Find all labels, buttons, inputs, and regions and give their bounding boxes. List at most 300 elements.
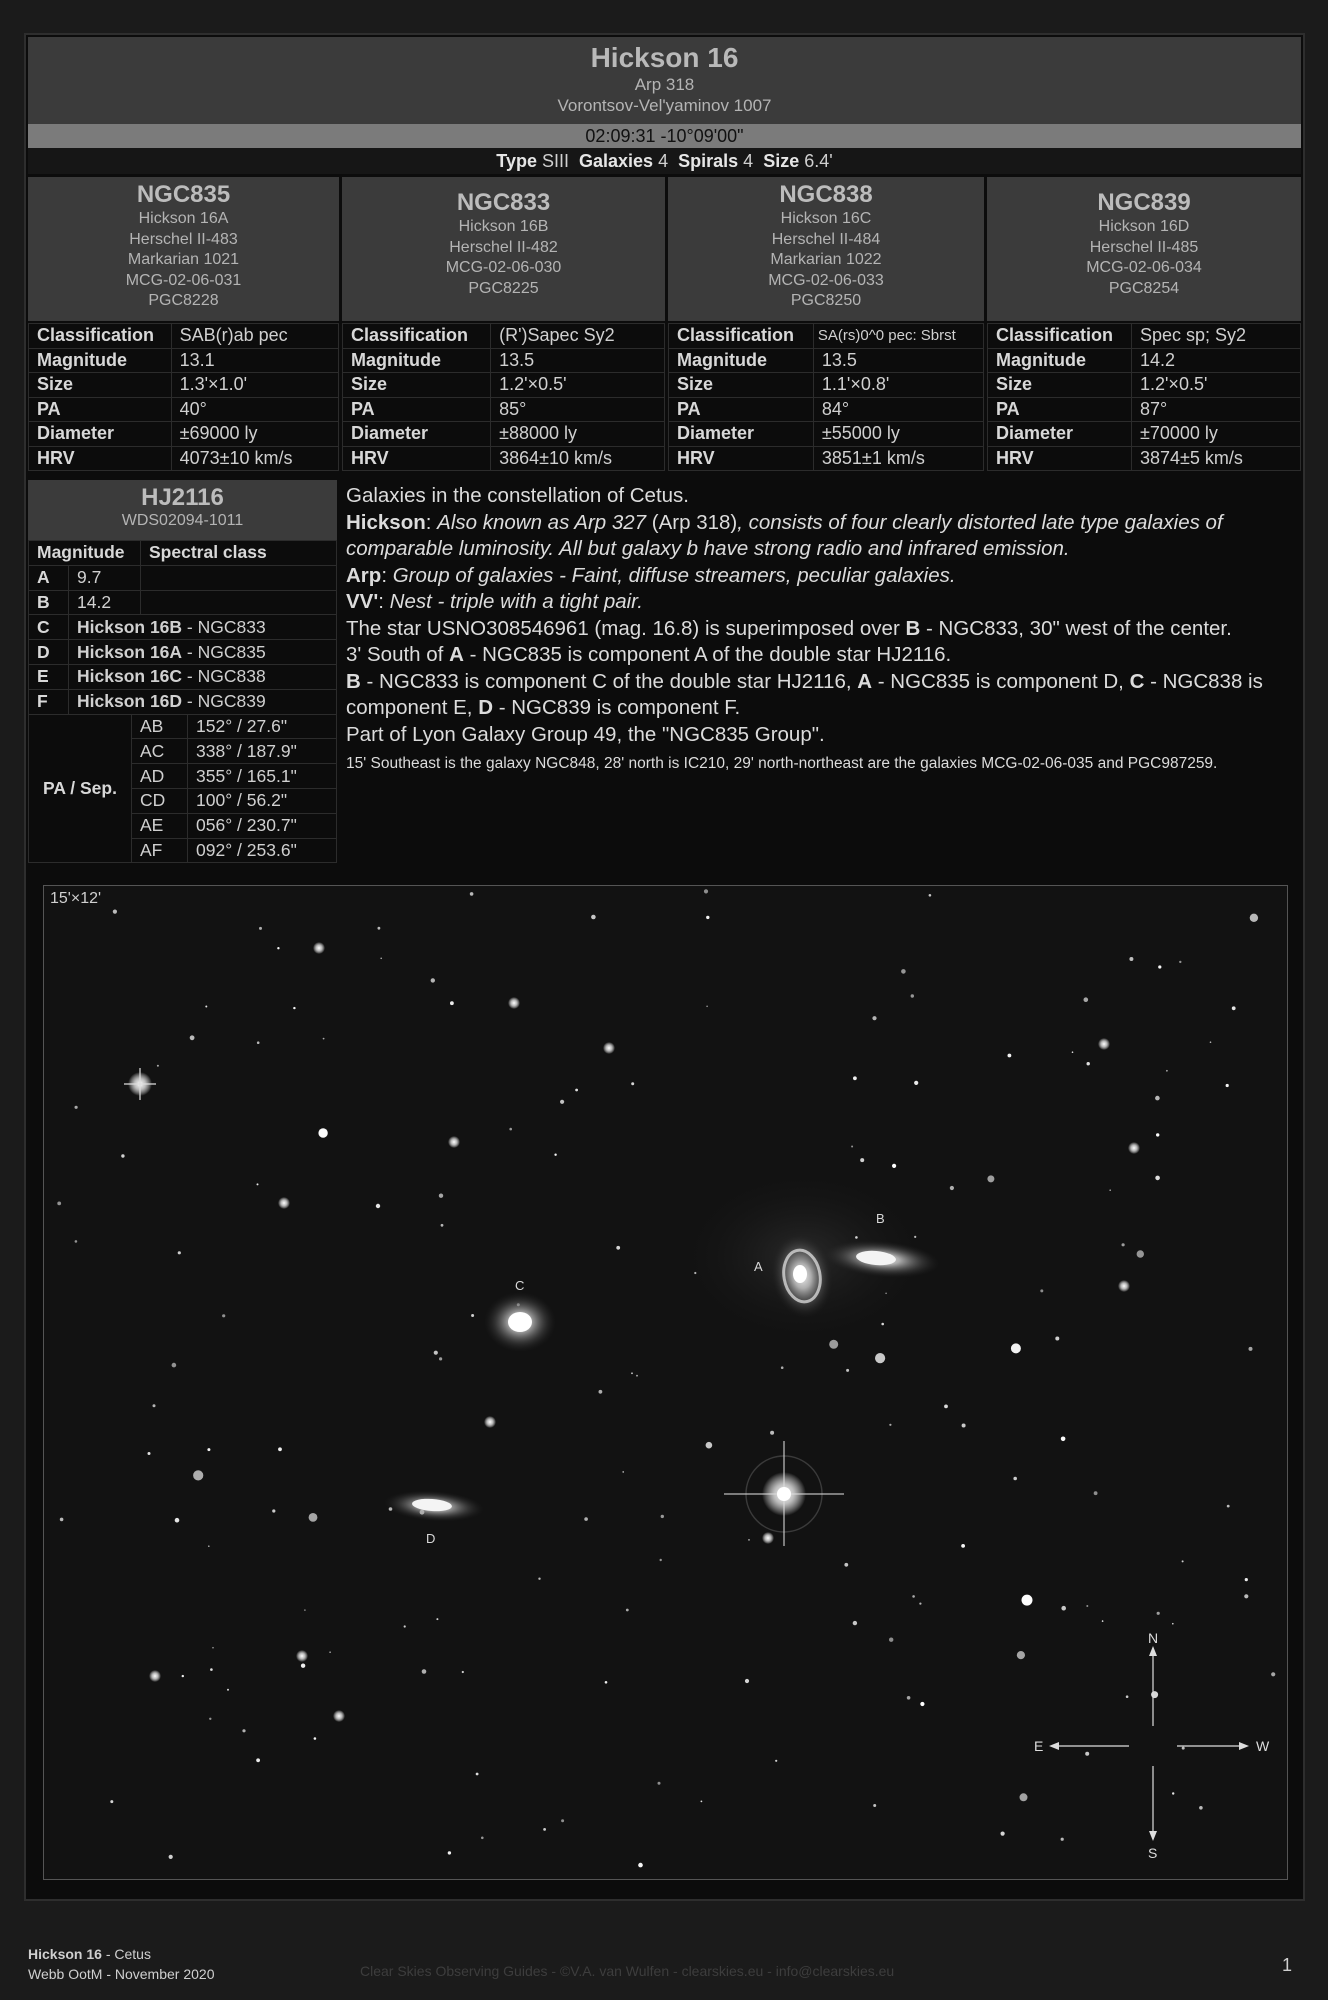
background-star (1227, 1505, 1230, 1508)
background-star (961, 1544, 965, 1548)
background-star (110, 1800, 113, 1803)
galaxy-alias: Herschel II-485 (1089, 238, 1199, 256)
background-star (919, 1603, 921, 1605)
row-value: 13.5 (813, 348, 983, 373)
description (346, 483, 1306, 774)
bright-background-star (313, 942, 325, 954)
component-id: A (29, 565, 69, 590)
pair-id: AE (132, 813, 188, 838)
background-star (178, 1251, 181, 1254)
label-a: A (754, 1259, 763, 1274)
background-star (175, 1518, 180, 1523)
galaxy-alias: PGC8225 (468, 279, 539, 297)
comp-6: - NGC838 is component E, (346, 669, 1263, 719)
size-label: Size (763, 151, 800, 171)
background-star (1094, 1491, 1098, 1495)
row-value: SAB(r)ab pec (171, 324, 338, 349)
row-value: ±55000 ly (813, 422, 983, 447)
component-hickson: Hickson 16A (77, 641, 183, 662)
type-value: SIII (541, 151, 569, 171)
label-b: B (876, 1211, 885, 1226)
background-star (901, 969, 906, 974)
row-value: SA(rs)0^0 pec: Sbrst (813, 324, 983, 349)
background-star (616, 1246, 620, 1250)
component-ngc: - NGC833 (182, 616, 266, 637)
row-value: 84° (813, 397, 983, 422)
background-star (1199, 1806, 1203, 1810)
star-c: - NGC833, 30" west of the center. (920, 616, 1232, 640)
background-star (1085, 1752, 1089, 1756)
galaxy-alias: Markarian 1022 (770, 251, 882, 268)
galaxy-alias: MCG-02-06-030 (445, 259, 562, 276)
row-value: 3864±10 km/s (491, 446, 665, 471)
background-star (1226, 1084, 1229, 1087)
hickson-text-a: Also known as Arp 327 (437, 510, 647, 534)
row-label: PA (29, 397, 172, 422)
background-star (207, 1448, 210, 1451)
background-star (476, 1773, 479, 1776)
background-star (1232, 1006, 1236, 1010)
background-star (1271, 1672, 1275, 1676)
pair-value: 152° / 27.6" (188, 714, 337, 739)
background-star (543, 1828, 546, 1831)
background-star (304, 1609, 306, 1611)
background-star (1210, 1041, 1212, 1043)
row-value: 3851±1 km/s (813, 446, 983, 471)
component-id: D (29, 640, 69, 665)
sky-image-svg (44, 886, 1288, 1880)
background-star (706, 1442, 713, 1449)
background-star (706, 916, 709, 919)
comp-7: D (478, 696, 494, 719)
background-star (1250, 914, 1258, 922)
row-value: 40° (171, 397, 338, 422)
background-star (257, 1041, 260, 1044)
background-star (1179, 961, 1181, 963)
background-star (853, 1621, 857, 1625)
row-label: PA (988, 397, 1132, 422)
background-star (745, 1679, 749, 1683)
row-label: Size (669, 373, 814, 398)
background-star (889, 1638, 893, 1642)
component-ngc: - NGC838 (182, 666, 266, 687)
bright-background-star (1128, 1142, 1140, 1154)
background-star (626, 1609, 629, 1612)
row-value: 14.2 (1131, 348, 1300, 373)
component-hickson: Hickson 16D (77, 691, 183, 712)
component-id: C (29, 615, 69, 640)
header (28, 37, 1301, 124)
arp-text: Group of galaxies - Faint, diffuse streamers, peculiar galaxies. (392, 563, 956, 587)
background-star (75, 1106, 78, 1109)
background-star (441, 1224, 444, 1227)
background-star (1020, 1793, 1028, 1801)
desc-components (346, 669, 1292, 722)
background-star (638, 1863, 643, 1868)
south-b: A (449, 643, 464, 666)
background-star (1109, 1189, 1111, 1191)
pair-id: AF (132, 838, 188, 863)
background-star (1157, 1612, 1160, 1615)
row-label: HRV (669, 446, 814, 471)
component-id: F (29, 689, 69, 714)
background-star (892, 1164, 896, 1168)
background-star (439, 1357, 442, 1360)
background-star (1001, 1832, 1005, 1836)
galaxy-alias: Hickson 16D (1098, 218, 1190, 235)
galaxy-alias: Hickson 16B (458, 218, 549, 235)
double-star-name: HJ2116 (141, 484, 224, 511)
background-star (259, 927, 262, 930)
row-value: 13.5 (491, 348, 665, 373)
south-a: 3' South of (346, 643, 450, 666)
bright-background-star (296, 1650, 308, 1662)
row-label: HRV (988, 446, 1132, 471)
background-star (301, 1664, 305, 1668)
background-star (242, 1729, 245, 1732)
background-star (907, 1696, 911, 1700)
galaxy-data-table (668, 323, 984, 471)
row-value: 1.1'×0.8' (813, 373, 983, 398)
double-star-card (28, 480, 337, 540)
background-star (599, 1390, 603, 1394)
background-star (929, 894, 932, 897)
pa-sep-label: PA / Sep. (29, 714, 132, 863)
label-c: C (515, 1278, 525, 1293)
bright-background-star (1118, 1280, 1130, 1292)
component-mag: 9.7 (69, 565, 141, 590)
background-star (1017, 1651, 1025, 1659)
background-star (1102, 1620, 1104, 1622)
galaxy-card (28, 177, 339, 321)
background-star (113, 910, 117, 914)
background-star (1013, 1477, 1017, 1481)
background-star (293, 1007, 295, 1009)
background-star (1008, 1054, 1012, 1058)
background-star (193, 1470, 203, 1480)
row-label: Size (988, 373, 1132, 398)
background-star (851, 1146, 853, 1148)
row-label: Size (29, 373, 172, 398)
background-star (182, 1675, 184, 1677)
component-spec (141, 565, 337, 590)
pair-value: 355° / 165.1" (188, 764, 337, 789)
double-star-components-table (28, 540, 337, 715)
background-star (914, 1081, 918, 1085)
guide-sheet (24, 33, 1305, 1901)
background-star (584, 1517, 588, 1521)
row-value: 13.1 (171, 348, 338, 373)
galaxy-alias: MCG-02-06-033 (768, 271, 884, 289)
background-star (1061, 1437, 1066, 1442)
background-star (153, 1404, 156, 1407)
pair-value: 056° / 230.7" (188, 813, 337, 838)
row-label: PA (669, 397, 814, 422)
background-star (1087, 1062, 1090, 1065)
galaxy-alias: PGC8228 (148, 292, 219, 309)
row-label: Magnitude (669, 348, 814, 373)
pair-id: AC (132, 739, 188, 764)
galaxy-name: NGC839 (1097, 189, 1191, 216)
galaxy-alias: PGC8250 (790, 292, 862, 309)
background-star (554, 1154, 556, 1156)
background-star (706, 1006, 708, 1008)
desc-intro: Galaxies in the constellation of Cetus. (346, 484, 689, 507)
background-star (872, 1016, 876, 1020)
background-star (277, 947, 279, 949)
pair-id: CD (132, 788, 188, 813)
row-value: 3874±5 km/s (1131, 446, 1300, 471)
footer (28, 1944, 215, 1984)
background-star (605, 1681, 608, 1684)
background-star (1249, 1347, 1253, 1351)
arp-label: Arp (346, 563, 382, 587)
background-star (60, 1518, 64, 1522)
row-value: ±69000 ly (171, 422, 338, 447)
row-label: Magnitude (29, 348, 172, 373)
alias-vv: Vorontsov-Vel'yaminov 1007 (557, 96, 772, 115)
galaxy-alias: Hickson 16C (780, 210, 872, 227)
comp-2: - NGC833 is component C of the double star HJ2116, (360, 669, 858, 693)
background-star (844, 1563, 848, 1567)
pair-id: AB (132, 714, 188, 739)
galaxy-data-table (28, 323, 339, 471)
galaxy-column-ngc835 (28, 177, 339, 467)
background-star (318, 1128, 327, 1137)
compass-e: E (1034, 1738, 1044, 1754)
background-star (622, 1471, 624, 1473)
background-star (157, 1065, 159, 1067)
row-value: 85° (491, 397, 665, 422)
background-star (169, 1855, 173, 1859)
background-star (875, 1353, 885, 1363)
background-star (658, 1782, 661, 1785)
background-star (860, 1158, 864, 1162)
background-star (190, 1035, 195, 1040)
background-star (1156, 1133, 1159, 1136)
background-star (1172, 1623, 1174, 1625)
background-star (422, 1669, 427, 1674)
galaxy-column-ngc833 (342, 177, 665, 467)
component-hickson: Hickson 16B (77, 616, 183, 637)
type-label: Type (496, 151, 537, 171)
background-star (1129, 957, 1133, 961)
background-star (873, 1804, 876, 1807)
background-star (538, 1578, 540, 1580)
hickson-text-c: , consists of four clearly distorted late type galaxies of comparable luminosity. All but galaxy b have strong radio and infrared emission. (346, 510, 1223, 560)
background-star (950, 1186, 954, 1190)
galaxy-alias: MCG-02-06-034 (1086, 259, 1202, 276)
bright-background-star (603, 1042, 615, 1054)
background-star (912, 1595, 915, 1598)
galaxy-alias: Herschel II-484 (771, 230, 881, 248)
desc-hickson: Hickson: Also known as Arp 327 (Arp 318), consists of four clearly distorted late type galaxies of comparable luminosity. All but galaxy b have strong radio and infrared emission. (346, 510, 1223, 560)
pair-value: 338° / 187.9" (188, 739, 337, 764)
galaxy-name: NGC833 (456, 189, 551, 216)
background-star (448, 1851, 451, 1854)
vv-text: Nest - triple with a tight pair. (389, 590, 643, 613)
desc-south (346, 642, 1292, 669)
footer-constellation: - Cetus (101, 1946, 151, 1962)
row-value: Spec sp; Sy2 (1131, 324, 1300, 349)
background-star (911, 994, 914, 997)
background-star (1151, 1691, 1158, 1698)
background-star (57, 1202, 61, 1206)
background-star (987, 1175, 994, 1182)
background-star (380, 958, 382, 960)
background-star (470, 892, 474, 896)
galaxy-column-ngc839 (987, 177, 1301, 467)
spirals-value: 4 (743, 151, 754, 171)
background-star (309, 1513, 318, 1522)
background-star (1084, 997, 1089, 1002)
background-star (212, 1647, 214, 1649)
galaxy-alias: Hickson 16A (138, 210, 229, 227)
background-star (775, 1760, 777, 1762)
type-line (28, 148, 1301, 174)
alias-arp: Arp 318 (634, 75, 695, 94)
background-star (208, 1545, 210, 1547)
background-star (148, 1452, 151, 1455)
sky-background (44, 886, 1288, 1880)
desc-vv: VV': Nest - triple with a tight pair. (346, 590, 643, 613)
component-spec (141, 590, 337, 615)
background-star (404, 1625, 406, 1627)
page-number: 1 (1282, 1955, 1293, 1975)
background-star (661, 1515, 664, 1518)
background-star (209, 1718, 211, 1720)
background-star (1244, 1594, 1248, 1598)
page-title: Hickson 16 (590, 42, 739, 73)
background-star (323, 1038, 325, 1040)
row-label: HRV (29, 446, 172, 471)
footer-credit: Clear Skies Observing Guides - ©V.A. van Wulfen - clearskies.eu - info@clearskies.eu (360, 1963, 895, 1979)
background-star (1040, 1289, 1043, 1292)
component-id: E (29, 664, 69, 689)
background-star (256, 1758, 260, 1762)
row-label: Magnitude (343, 348, 491, 373)
row-value: ±70000 ly (1131, 422, 1300, 447)
bright-background-star (484, 1416, 496, 1428)
desc-small: 15' Southeast is the galaxy NGC848, 28' north is IC210, 29' north-northeast are the galaxies MCG-02-06-035 and PGC987259. (346, 755, 1218, 772)
background-star (1245, 1578, 1248, 1581)
component-hickson: Hickson 16C (77, 666, 183, 687)
background-star (631, 1372, 633, 1374)
galaxy-data-table (342, 323, 665, 471)
star-b: B (905, 616, 921, 640)
background-star (660, 1559, 662, 1561)
galaxy-card (668, 177, 984, 321)
background-star (257, 1183, 259, 1185)
row-label: Diameter (669, 422, 814, 447)
bright-background-star (448, 1136, 460, 1148)
desc-lyon: Part of Lyon Galaxy Group 49, the "NGC835 Group". (346, 722, 825, 746)
row-value: ±88000 ly (491, 422, 665, 447)
bright-background-star (333, 1710, 345, 1722)
row-value: 1.3'×1.0' (171, 373, 338, 398)
background-star (431, 978, 435, 982)
row-label: Diameter (29, 422, 172, 447)
bright-background-star (278, 1197, 290, 1209)
row-label: Classification (669, 324, 814, 349)
background-star (701, 1801, 703, 1803)
background-star (1061, 1838, 1064, 1841)
background-star (631, 1082, 634, 1085)
coordinates: 02:09:31 -10°09'00" (28, 124, 1301, 148)
background-star (1172, 1792, 1174, 1794)
background-star (1166, 1070, 1168, 1072)
background-star (1061, 1606, 1066, 1611)
row-label: PA (343, 397, 491, 422)
background-star (748, 1539, 750, 1541)
background-star (376, 1204, 380, 1208)
component-mag: 14.2 (69, 590, 141, 615)
comp-8: - NGC839 is component F. (493, 696, 741, 719)
col-magnitude: Magnitude (29, 541, 141, 566)
bright-background-star (762, 1532, 774, 1544)
galaxy-alias: Markarian 1021 (127, 251, 240, 268)
sky-image (43, 885, 1288, 1880)
row-value: (R')Sapec Sy2 (491, 324, 665, 349)
galaxy-data-table (987, 323, 1301, 471)
pa-sep-table (28, 714, 337, 864)
galaxies-value: 4 (658, 151, 669, 171)
background-star (439, 1194, 443, 1198)
bright-background-star (508, 997, 520, 1009)
background-star (227, 1689, 229, 1691)
size-value: 6.4' (804, 151, 833, 171)
component-id: B (29, 590, 69, 615)
galaxy-alias: Herschel II-483 (129, 230, 238, 248)
background-star (944, 1405, 948, 1409)
background-star (436, 1618, 438, 1620)
background-star (314, 1737, 317, 1740)
background-star (889, 1424, 891, 1426)
row-label: Classification (343, 324, 491, 349)
row-value: 4073±10 km/s (171, 446, 338, 471)
row-label: Classification (988, 324, 1132, 349)
comp-5: C (1129, 669, 1145, 693)
background-star (1126, 1695, 1129, 1698)
compass-w: W (1256, 1738, 1270, 1754)
galaxy-card (342, 177, 665, 321)
background-star (278, 1447, 282, 1451)
galaxy-card (987, 177, 1301, 321)
hickson-label: Hickson (346, 510, 426, 534)
bright-background-star (1098, 1038, 1110, 1050)
background-star (462, 1671, 464, 1673)
background-star (846, 1369, 849, 1372)
row-value: 87° (1131, 397, 1300, 422)
background-star (205, 1006, 207, 1008)
galaxy-alias: PGC8254 (1108, 279, 1180, 297)
component-ngc: - NGC839 (182, 691, 266, 712)
background-star (1158, 965, 1161, 968)
spirals-label: Spirals (678, 151, 739, 171)
background-star (1155, 1176, 1160, 1181)
galaxy-name: NGC835 (136, 181, 231, 208)
background-star (591, 915, 596, 920)
background-star (1182, 1560, 1184, 1562)
galaxy-alias: Herschel II-482 (449, 238, 558, 256)
row-label: Size (343, 373, 491, 398)
background-star (1072, 1051, 1074, 1053)
col-spectral: Spectral class (141, 541, 337, 566)
background-star (1137, 1250, 1144, 1257)
star-a: The star USNO308546961 (mag. 16.8) is superimposed over (346, 616, 906, 640)
comp-4: - NGC835 is component D, (872, 669, 1130, 693)
galaxies-label: Galaxies (579, 151, 654, 171)
